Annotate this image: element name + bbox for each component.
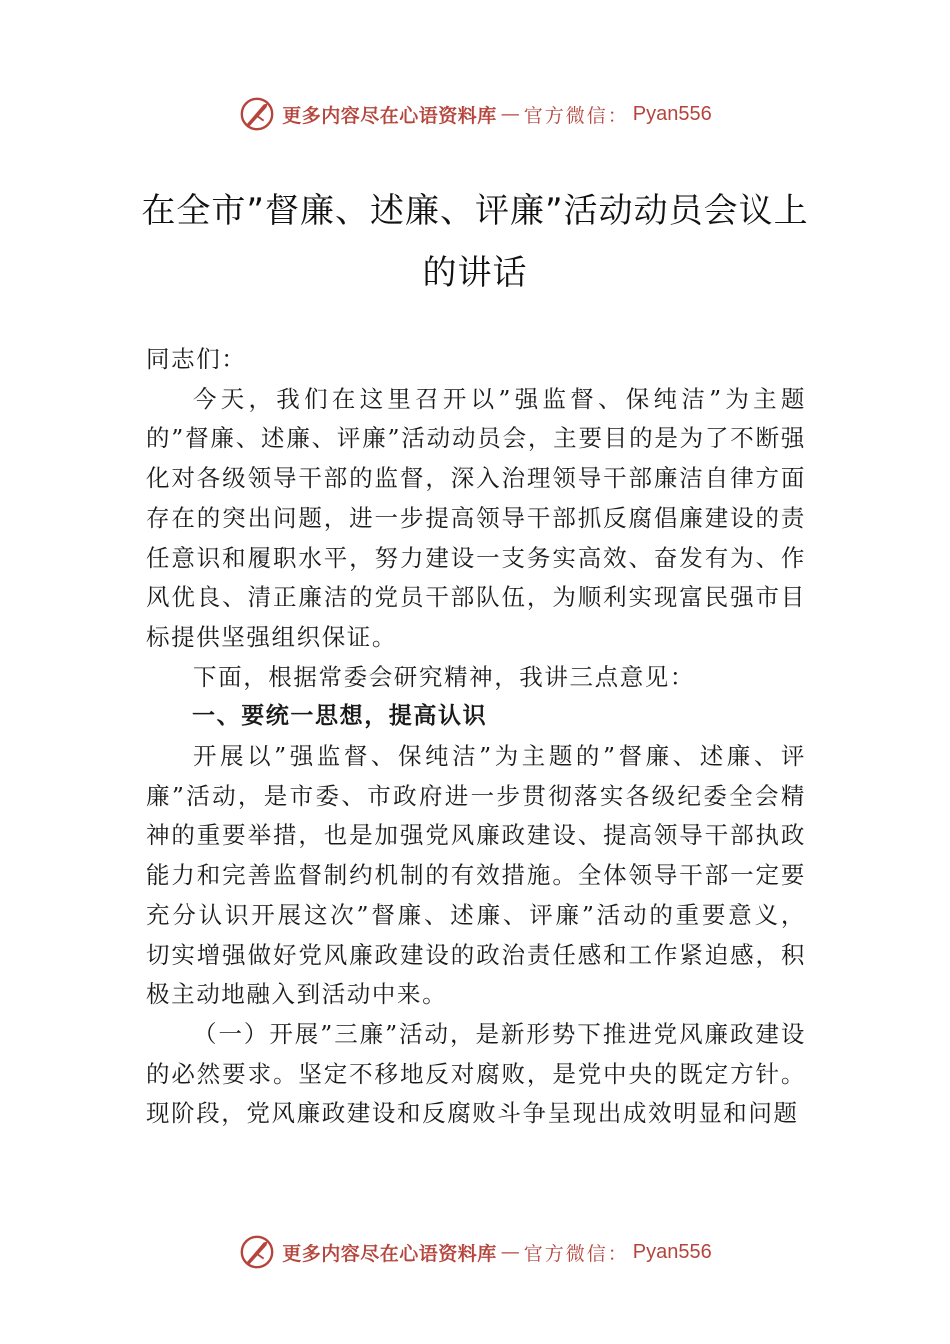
banner-wechat-id: Pyan556 [632, 1240, 712, 1263]
banner-text: 更多内容尽在心语资料库 [282, 104, 497, 127]
banner-wechat-label: 官方微信： [523, 104, 629, 127]
document-title: 在全市”督廉、述廉、评廉”活动动员会议上的讲话 [141, 191, 809, 293]
header-banner [0, 94, 950, 134]
banner-separator: — [500, 1241, 520, 1263]
document-body [146, 340, 806, 1134]
quill-pen-logo-icon [238, 95, 276, 133]
paragraph: 开展以”强监督、保纯洁”为主题的”督廉、述廉、评廉”活动，是市委、市政府进一步贯彻落实各级纪委全会精神的重要举措，也是加强党风廉政建设、提高领导干部执政能力和完善监督制约机制的有效措施。全体领导干部一定要充分认识开展这次”督廉、述廉、评廉”活动的重要意义， 切实增强做好党风廉政建设的政治责任感和工作紧迫感，积极主动地融入到活动中来。 [146, 742, 806, 1009]
quill-pen-logo-icon [238, 1233, 276, 1271]
salutation: 同志们： [146, 345, 247, 373]
banner-separator: — [500, 103, 520, 125]
paragraph: （一）开展”三廉”活动，是新形势下推进党风廉政建设的必然要求。坚定不移地反对腐败，是党中央的既定方针。现阶段，党风廉政建设和反腐败斗争呈现出成效明显和问题 [146, 1019, 806, 1128]
banner-wechat-label: 官方微信： [523, 1242, 629, 1265]
banner-wechat-id: Pyan556 [632, 102, 712, 125]
paragraph: 今天，我们在这里召开以”强监督、保纯洁”为主题的”督廉、述廉、评廉”活动动员会，主要目的是为了不断强化对各级领导干部的监督，深入治理领导干部廉洁自律方面存在的突出问题，进一步提高领导干部抓反腐倡廉建设的责任意识和履职水平，努力建设一支务实高效、奋发有为、作风优良、清正廉洁的党员干部队伍，为顺利实现富民强市目标提供坚强组织保证。 [146, 384, 806, 651]
paragraph: 下面，根据常委会研究精神，我讲三点意见： [193, 662, 695, 691]
footer-banner [0, 1232, 950, 1272]
banner-text: 更多内容尽在心语资料库 [282, 1242, 497, 1265]
section-heading: 一、要统一思想，提高认识 [192, 703, 488, 730]
